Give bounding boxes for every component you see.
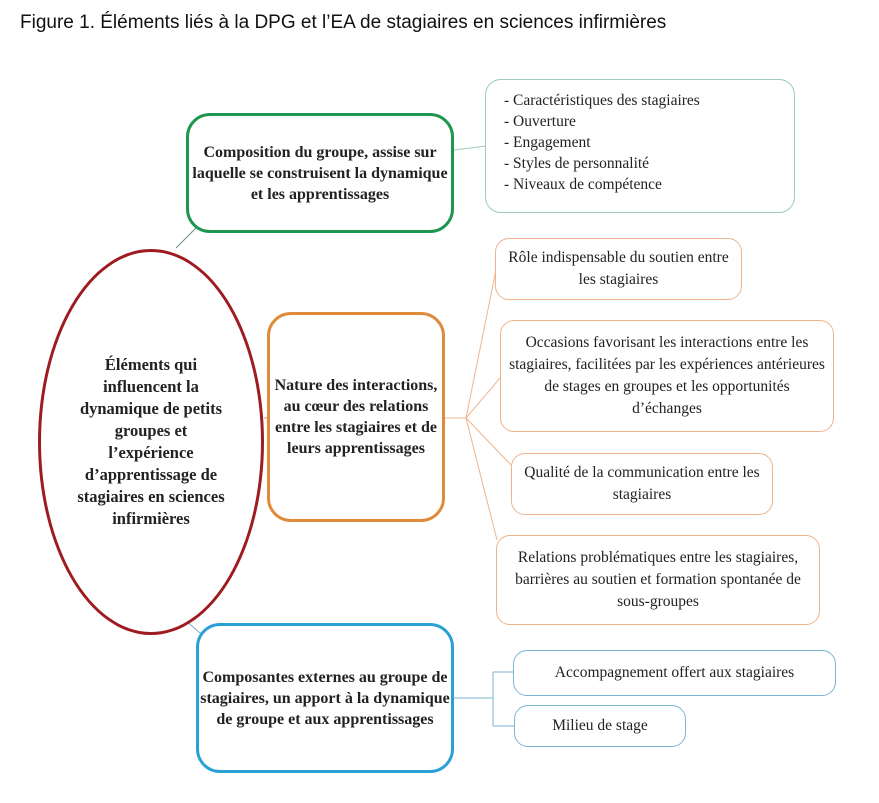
- nature-item-box: [496, 535, 820, 625]
- externes-box: [196, 623, 454, 773]
- composition-box: [186, 113, 454, 233]
- central-ellipse: [38, 249, 264, 635]
- connector-composition-list: [454, 146, 486, 150]
- connector-nature-role: [466, 270, 496, 418]
- nature-box: [267, 312, 445, 522]
- figure-title: Figure 1. Éléments liés à la DPG et l’EA de stagiaires en sciences infirmières: [20, 12, 667, 33]
- nature-item-label: Occasions favorisant les interactions entre les stagiaires, facilitées par les expériences antérieures de stages en groupes et les opportunités d’échanges: [509, 334, 825, 417]
- connector-nature-relations: [466, 418, 497, 540]
- externes-item-box: [514, 705, 686, 747]
- composition-item: - Caractéristiques des stagiaires: [504, 92, 700, 109]
- nature-item-box: [500, 320, 834, 432]
- nature-item-label: Relations problématiques entre les stagiaires, barrières au soutien et formation spontanée de sous-groupes: [515, 549, 801, 610]
- central-label: Éléments qui influencent la dynamique de petits groupes et l’expérience d’apprentissage de stagiaires en sciences infirmières: [77, 355, 225, 528]
- composition-item: - Engagement: [504, 134, 591, 151]
- nature-item-label: Rôle indispensable du soutien entre les stagiaires: [508, 249, 729, 288]
- externes-item-label: Milieu de stage: [552, 717, 648, 734]
- externes-label: Composantes externes au groupe de stagiaires, un apport à la dynamique de groupe et aux apprentissages: [200, 668, 450, 728]
- externes-item-box: [513, 650, 836, 696]
- nature-item-box: [495, 238, 742, 300]
- connector-nature-occasions: [466, 377, 501, 418]
- connector-central-composition: [176, 228, 196, 248]
- composition-item: - Styles de personnalité: [504, 155, 650, 172]
- nature-item-label: Qualité de la communication entre les stagiaires: [524, 464, 760, 503]
- externes-item-label: Accompagnement offert aux stagiaires: [554, 664, 795, 681]
- nature-item-box: [511, 453, 773, 515]
- composition-items-box: [485, 79, 795, 213]
- nature-label: Nature des interactions, au cœur des relations entre les stagiaires et de leurs apprentissages: [274, 377, 438, 457]
- composition-item: - Niveaux de compétence: [504, 176, 662, 193]
- composition-label: Composition du groupe, assise sur laquelle se construisent la dynamique et les apprentissages: [192, 143, 448, 203]
- composition-item: - Ouverture: [504, 113, 576, 130]
